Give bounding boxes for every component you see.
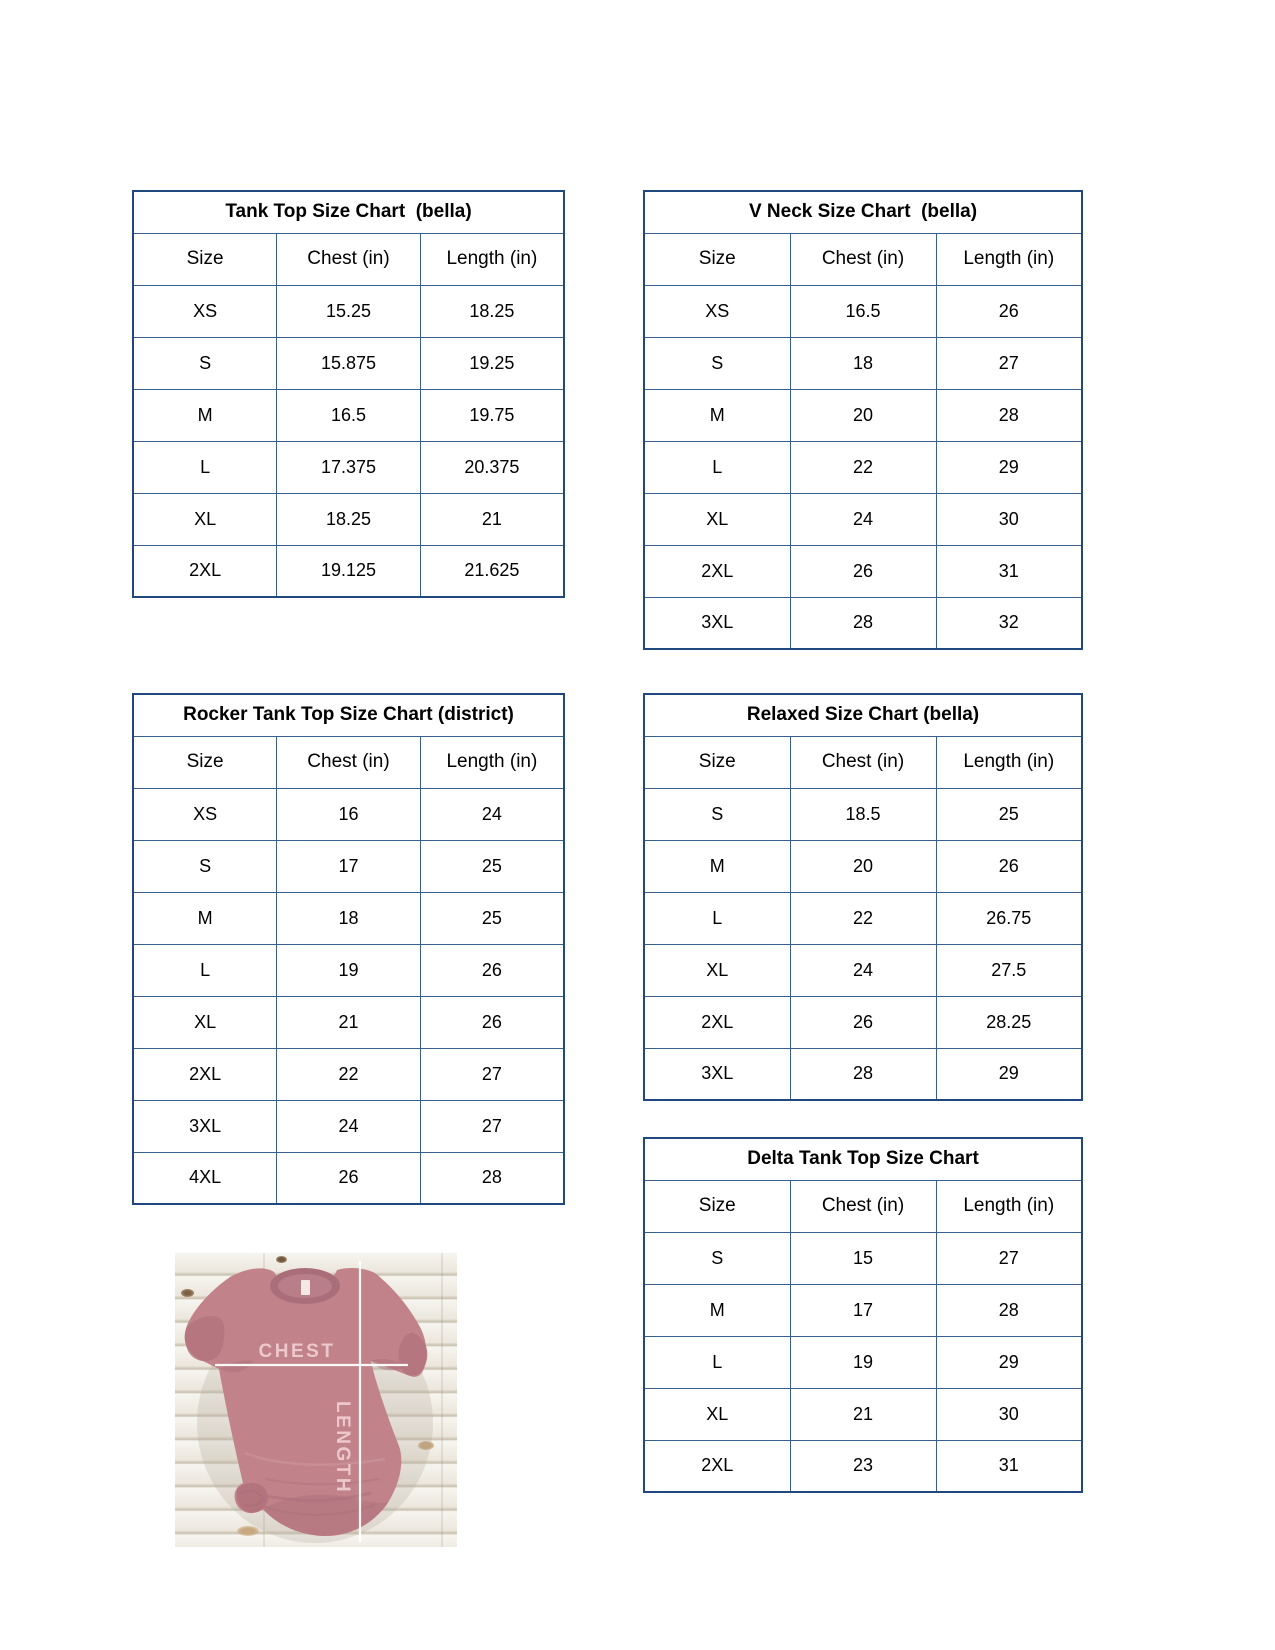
table-cell: M [644,840,790,892]
table-row [133,996,564,1048]
table-cell: 3XL [644,1048,790,1100]
table-row [133,545,564,597]
table-cell: 24 [277,1100,421,1152]
column-header: Size [133,233,277,285]
column-header: Size [644,1180,790,1232]
table-cell: 2XL [133,545,277,597]
table-cell: 21 [790,1388,936,1440]
table-cell: 26 [936,285,1082,337]
table-cell: 3XL [133,1100,277,1152]
table-row [133,788,564,840]
table-cell: 24 [790,944,936,996]
delta-tank-top-table-title: Delta Tank Top Size Chart [644,1138,1082,1180]
table-cell: 26 [790,545,936,597]
table-row [133,285,564,337]
table-cell: 26 [420,944,564,996]
column-header: Size [133,736,277,788]
table-cell: 17.375 [277,441,421,493]
table-cell: 23 [790,1440,936,1492]
table-cell: 26.75 [936,892,1082,944]
table-cell: XL [644,493,790,545]
table-cell: 15 [790,1232,936,1284]
table-cell: 30 [936,493,1082,545]
table-cell: L [133,944,277,996]
column-header: Chest (in) [277,233,421,285]
table-cell: 20.375 [420,441,564,493]
table-cell: 28 [936,389,1082,441]
table-row [133,441,564,493]
table-row [644,597,1082,649]
v-neck-table-title: V Neck Size Chart (bella) [644,191,1082,233]
v-neck-size-table [643,190,1083,650]
relaxed-size-table [643,693,1083,1101]
table-row [644,1232,1082,1284]
table-cell: 18.5 [790,788,936,840]
table-cell: 18.25 [277,493,421,545]
tank-top-table-title: Tank Top Size Chart (bella) [133,191,564,233]
table-cell: 18 [277,892,421,944]
table-cell: 27 [420,1048,564,1100]
table-cell: 18.25 [420,285,564,337]
delta-tank-top-size-table [643,1137,1083,1493]
table-row [644,996,1082,1048]
table-cell: 19.25 [420,337,564,389]
table-cell: XS [133,285,277,337]
column-header: Chest (in) [790,233,936,285]
table-row [644,944,1082,996]
table-cell: M [644,389,790,441]
table-cell: 19.75 [420,389,564,441]
table-cell: 30 [936,1388,1082,1440]
table-row [644,1336,1082,1388]
column-header: Size [644,233,790,285]
table-cell: S [644,788,790,840]
table-cell: 25 [936,788,1082,840]
table-row [133,840,564,892]
table-cell: 28 [936,1284,1082,1336]
table-cell: L [644,892,790,944]
table-cell: 17 [790,1284,936,1336]
table-cell: 28 [790,1048,936,1100]
tshirt-illustration [175,1253,457,1547]
table-row [644,1388,1082,1440]
table-row [133,389,564,441]
table-cell: 19 [790,1336,936,1388]
table-row [644,1284,1082,1336]
table-cell: 22 [790,892,936,944]
table-cell: 27 [936,1232,1082,1284]
table-cell: XL [644,1388,790,1440]
table-cell: L [644,1336,790,1388]
table-cell: 2XL [644,996,790,1048]
table-row [133,892,564,944]
table-cell: 16.5 [790,285,936,337]
table-cell: 20 [790,840,936,892]
table-cell: 28.25 [936,996,1082,1048]
table-row [644,788,1082,840]
chest-label: CHEST [258,1341,336,1362]
table-cell: 15.25 [277,285,421,337]
table-cell: 18 [790,337,936,389]
column-header: Chest (in) [790,736,936,788]
table-cell: S [133,337,277,389]
length-label: LENGTH [332,1401,353,1495]
table-cell: L [644,441,790,493]
table-row [644,337,1082,389]
table-row [644,493,1082,545]
table-cell: 26 [420,996,564,1048]
table-cell: 25 [420,892,564,944]
table-cell: 28 [420,1152,564,1204]
table-cell: 22 [277,1048,421,1100]
column-header: Length (in) [936,1180,1082,1232]
table-cell: 2XL [133,1048,277,1100]
table-row [644,545,1082,597]
column-header: Length (in) [420,233,564,285]
shirt-measurement-photo [175,1253,457,1547]
table-row [133,944,564,996]
table-cell: 32 [936,597,1082,649]
table-cell: 2XL [644,1440,790,1492]
table-cell: 3XL [644,597,790,649]
table-row [644,840,1082,892]
table-cell: 2XL [644,545,790,597]
table-cell: 21.625 [420,545,564,597]
table-cell: S [644,1232,790,1284]
table-cell: 16.5 [277,389,421,441]
table-row [133,1152,564,1204]
table-cell: 22 [790,441,936,493]
table-cell: 21 [420,493,564,545]
table-cell: 24 [790,493,936,545]
table-row [644,389,1082,441]
column-header: Length (in) [936,736,1082,788]
table-cell: 27.5 [936,944,1082,996]
table-cell: 15.875 [277,337,421,389]
tank-top-size-table [132,190,565,598]
table-row [644,892,1082,944]
column-header: Chest (in) [790,1180,936,1232]
table-cell: 27 [420,1100,564,1152]
table-cell: S [133,840,277,892]
table-cell: XL [133,996,277,1048]
table-cell: 29 [936,1048,1082,1100]
table-cell: 17 [277,840,421,892]
table-row [133,1100,564,1152]
column-header: Chest (in) [277,736,421,788]
table-row [644,1440,1082,1492]
table-cell: 26 [936,840,1082,892]
table-cell: 20 [790,389,936,441]
table-cell: 19 [277,944,421,996]
table-cell: 29 [936,1336,1082,1388]
table-cell: 31 [936,1440,1082,1492]
table-cell: S [644,337,790,389]
table-row [133,337,564,389]
table-cell: XL [133,493,277,545]
collar-tag [301,1280,310,1295]
table-cell: M [644,1284,790,1336]
table-row [644,285,1082,337]
column-header: Length (in) [936,233,1082,285]
table-cell: L [133,441,277,493]
table-cell: 24 [420,788,564,840]
table-cell: 16 [277,788,421,840]
table-cell: M [133,389,277,441]
table-cell: 28 [790,597,936,649]
rocker-tank-top-table-title: Rocker Tank Top Size Chart (district) [133,694,564,736]
table-cell: XS [133,788,277,840]
table-cell: 26 [277,1152,421,1204]
table-cell: 25 [420,840,564,892]
table-cell: 19.125 [277,545,421,597]
table-row [133,1048,564,1100]
table-row [644,441,1082,493]
column-header: Length (in) [420,736,564,788]
table-cell: M [133,892,277,944]
table-row [644,1048,1082,1100]
table-cell: 21 [277,996,421,1048]
table-row [133,493,564,545]
table-cell: 27 [936,337,1082,389]
table-cell: 4XL [133,1152,277,1204]
table-cell: 31 [936,545,1082,597]
column-header: Size [644,736,790,788]
table-cell: XS [644,285,790,337]
table-cell: XL [644,944,790,996]
rocker-tank-top-size-table [132,693,565,1205]
relaxed-table-title: Relaxed Size Chart (bella) [644,694,1082,736]
table-cell: 26 [790,996,936,1048]
table-cell: 29 [936,441,1082,493]
